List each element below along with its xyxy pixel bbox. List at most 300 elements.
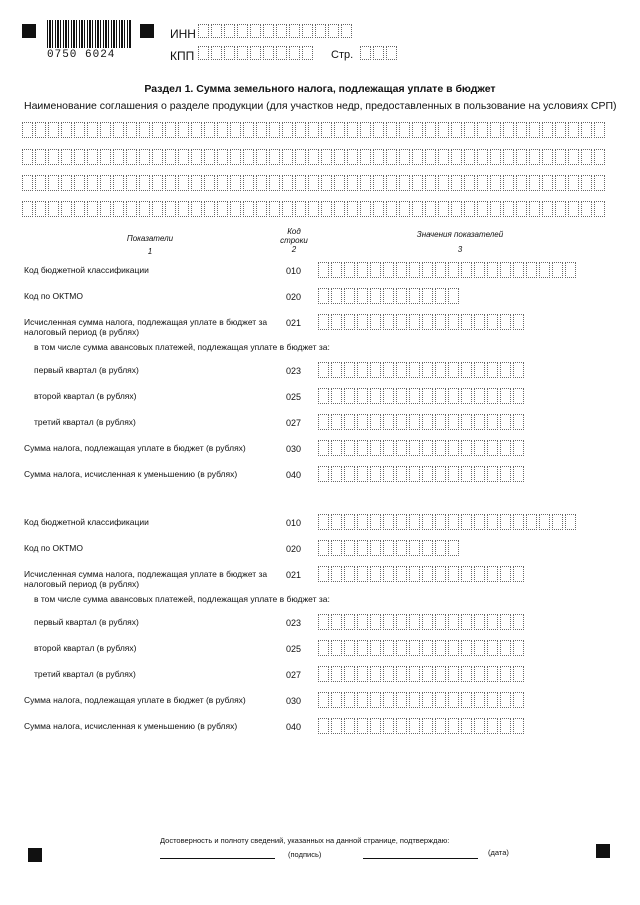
input-cell[interactable]	[318, 388, 329, 404]
input-cell[interactable]	[513, 362, 524, 378]
input-cell[interactable]	[513, 692, 524, 708]
input-cell[interactable]	[461, 466, 472, 482]
input-cell[interactable]	[422, 314, 433, 330]
input-cell[interactable]	[422, 718, 433, 734]
input-cell[interactable]	[396, 314, 407, 330]
input-cell[interactable]	[500, 414, 511, 430]
input-cell[interactable]	[344, 640, 355, 656]
input-cell[interactable]	[409, 692, 420, 708]
input-cell[interactable]	[513, 666, 524, 682]
input-cell[interactable]	[321, 201, 332, 217]
input-cell[interactable]	[435, 566, 446, 582]
input-cell[interactable]	[448, 440, 459, 456]
input-cell[interactable]	[594, 149, 605, 165]
input-cell[interactable]	[383, 540, 394, 556]
input-cell[interactable]	[269, 149, 280, 165]
input-cell[interactable]	[552, 262, 563, 278]
input-cell[interactable]	[487, 262, 498, 278]
input-cell[interactable]	[331, 288, 342, 304]
input-cell[interactable]	[139, 149, 150, 165]
input-cell[interactable]	[126, 175, 137, 191]
input-cell[interactable]	[490, 201, 501, 217]
input-cell[interactable]	[269, 122, 280, 138]
input-cell[interactable]	[370, 414, 381, 430]
input-cell[interactable]	[383, 288, 394, 304]
value-field[interactable]	[318, 262, 578, 278]
input-cell[interactable]	[237, 46, 248, 60]
input-cell[interactable]	[500, 440, 511, 456]
input-cell[interactable]	[295, 122, 306, 138]
input-cell[interactable]	[542, 122, 553, 138]
input-cell[interactable]	[435, 718, 446, 734]
input-cell[interactable]	[126, 122, 137, 138]
input-cell[interactable]	[344, 540, 355, 556]
input-cell[interactable]	[513, 440, 524, 456]
input-cell[interactable]	[165, 149, 176, 165]
input-cell[interactable]	[435, 362, 446, 378]
input-cell[interactable]	[448, 362, 459, 378]
input-cell[interactable]	[461, 514, 472, 530]
input-cell[interactable]	[373, 149, 384, 165]
input-cell[interactable]	[555, 149, 566, 165]
input-cell[interactable]	[487, 388, 498, 404]
input-cell[interactable]	[370, 718, 381, 734]
input-cell[interactable]	[422, 566, 433, 582]
input-cell[interactable]	[500, 314, 511, 330]
input-cell[interactable]	[435, 314, 446, 330]
input-cell[interactable]	[302, 46, 313, 60]
input-cell[interactable]	[487, 718, 498, 734]
input-cell[interactable]	[152, 122, 163, 138]
input-cell[interactable]	[448, 540, 459, 556]
value-field[interactable]	[318, 414, 526, 430]
input-cell[interactable]	[331, 614, 342, 630]
input-cell[interactable]	[321, 149, 332, 165]
input-cell[interactable]	[347, 149, 358, 165]
input-cell[interactable]	[383, 614, 394, 630]
input-cell[interactable]	[113, 149, 124, 165]
input-cell[interactable]	[409, 262, 420, 278]
input-cell[interactable]	[370, 466, 381, 482]
input-cell[interactable]	[370, 514, 381, 530]
value-field[interactable]	[318, 288, 461, 304]
input-cell[interactable]	[435, 640, 446, 656]
input-cell[interactable]	[448, 414, 459, 430]
input-cell[interactable]	[318, 566, 329, 582]
input-cell[interactable]	[526, 262, 537, 278]
input-cell[interactable]	[435, 614, 446, 630]
input-cell[interactable]	[396, 540, 407, 556]
input-cell[interactable]	[139, 175, 150, 191]
input-cell[interactable]	[409, 466, 420, 482]
input-cell[interactable]	[448, 692, 459, 708]
input-cell[interactable]	[422, 692, 433, 708]
input-cell[interactable]	[490, 149, 501, 165]
input-cell[interactable]	[357, 314, 368, 330]
input-cell[interactable]	[256, 201, 267, 217]
input-cell[interactable]	[474, 362, 485, 378]
input-cell[interactable]	[438, 149, 449, 165]
input-cell[interactable]	[568, 122, 579, 138]
input-cell[interactable]	[87, 175, 98, 191]
input-cell[interactable]	[318, 718, 329, 734]
input-cell[interactable]	[331, 362, 342, 378]
value-field[interactable]	[318, 466, 526, 482]
input-cell[interactable]	[448, 314, 459, 330]
input-cell[interactable]	[357, 540, 368, 556]
input-cell[interactable]	[396, 640, 407, 656]
input-cell[interactable]	[357, 666, 368, 682]
input-cell[interactable]	[383, 692, 394, 708]
input-cell[interactable]	[542, 201, 553, 217]
input-cell[interactable]	[409, 666, 420, 682]
input-cell[interactable]	[500, 362, 511, 378]
value-field[interactable]	[318, 362, 526, 378]
input-cell[interactable]	[474, 666, 485, 682]
input-cell[interactable]	[360, 122, 371, 138]
input-cell[interactable]	[357, 288, 368, 304]
input-cell[interactable]	[165, 122, 176, 138]
input-cell[interactable]	[357, 718, 368, 734]
input-cell[interactable]	[370, 362, 381, 378]
input-cell[interactable]	[594, 122, 605, 138]
input-cell[interactable]	[243, 149, 254, 165]
input-cell[interactable]	[555, 122, 566, 138]
input-cell[interactable]	[165, 201, 176, 217]
input-cell[interactable]	[500, 388, 511, 404]
input-cell[interactable]	[409, 388, 420, 404]
input-cell[interactable]	[204, 175, 215, 191]
input-cell[interactable]	[396, 718, 407, 734]
input-cell[interactable]	[477, 149, 488, 165]
input-cell[interactable]	[383, 262, 394, 278]
input-cell[interactable]	[357, 640, 368, 656]
input-cell[interactable]	[435, 262, 446, 278]
input-cell[interactable]	[487, 692, 498, 708]
input-cell[interactable]	[178, 149, 189, 165]
input-cell[interactable]	[344, 692, 355, 708]
input-cell[interactable]	[318, 514, 329, 530]
input-cell[interactable]	[331, 514, 342, 530]
input-cell[interactable]	[461, 718, 472, 734]
input-cell[interactable]	[370, 388, 381, 404]
input-cell[interactable]	[477, 201, 488, 217]
input-cell[interactable]	[448, 514, 459, 530]
input-cell[interactable]	[461, 262, 472, 278]
input-cell[interactable]	[516, 175, 527, 191]
input-cell[interactable]	[341, 24, 352, 38]
input-cell[interactable]	[373, 201, 384, 217]
input-cell[interactable]	[500, 262, 511, 278]
input-cell[interactable]	[331, 566, 342, 582]
input-cell[interactable]	[461, 314, 472, 330]
input-cell[interactable]	[165, 175, 176, 191]
input-cell[interactable]	[435, 466, 446, 482]
input-cell[interactable]	[539, 262, 550, 278]
input-cell[interactable]	[113, 122, 124, 138]
input-cell[interactable]	[474, 440, 485, 456]
input-cell[interactable]	[448, 262, 459, 278]
input-cell[interactable]	[321, 122, 332, 138]
input-cell[interactable]	[318, 314, 329, 330]
input-cell[interactable]	[308, 122, 319, 138]
input-cell[interactable]	[344, 440, 355, 456]
input-cell[interactable]	[373, 175, 384, 191]
input-cell[interactable]	[503, 122, 514, 138]
input-cell[interactable]	[500, 718, 511, 734]
input-cell[interactable]	[386, 175, 397, 191]
input-cell[interactable]	[425, 201, 436, 217]
input-cell[interactable]	[461, 640, 472, 656]
input-cell[interactable]	[487, 440, 498, 456]
input-cell[interactable]	[35, 149, 46, 165]
input-cell[interactable]	[100, 201, 111, 217]
input-cell[interactable]	[435, 288, 446, 304]
input-cell[interactable]	[204, 201, 215, 217]
input-cell[interactable]	[474, 718, 485, 734]
input-cell[interactable]	[217, 201, 228, 217]
input-cell[interactable]	[370, 640, 381, 656]
input-cell[interactable]	[461, 440, 472, 456]
agreement-name-field[interactable]	[22, 201, 607, 217]
page-number-field[interactable]	[360, 46, 399, 60]
input-cell[interactable]	[191, 122, 202, 138]
input-cell[interactable]	[61, 175, 72, 191]
input-cell[interactable]	[334, 122, 345, 138]
input-cell[interactable]	[464, 201, 475, 217]
input-cell[interactable]	[360, 149, 371, 165]
input-cell[interactable]	[409, 514, 420, 530]
input-cell[interactable]	[409, 566, 420, 582]
input-cell[interactable]	[448, 388, 459, 404]
input-cell[interactable]	[396, 466, 407, 482]
input-cell[interactable]	[344, 566, 355, 582]
input-cell[interactable]	[594, 175, 605, 191]
input-cell[interactable]	[396, 414, 407, 430]
input-cell[interactable]	[487, 566, 498, 582]
input-cell[interactable]	[230, 149, 241, 165]
input-cell[interactable]	[383, 718, 394, 734]
input-cell[interactable]	[87, 149, 98, 165]
input-cell[interactable]	[448, 666, 459, 682]
input-cell[interactable]	[438, 122, 449, 138]
input-cell[interactable]	[487, 640, 498, 656]
input-cell[interactable]	[370, 540, 381, 556]
input-cell[interactable]	[250, 24, 261, 38]
input-cell[interactable]	[198, 46, 209, 60]
input-cell[interactable]	[334, 149, 345, 165]
input-cell[interactable]	[308, 201, 319, 217]
input-cell[interactable]	[74, 122, 85, 138]
input-cell[interactable]	[487, 666, 498, 682]
input-cell[interactable]	[357, 440, 368, 456]
input-cell[interactable]	[61, 149, 72, 165]
input-cell[interactable]	[126, 201, 137, 217]
input-cell[interactable]	[516, 201, 527, 217]
input-cell[interactable]	[461, 362, 472, 378]
input-cell[interactable]	[422, 440, 433, 456]
input-cell[interactable]	[516, 149, 527, 165]
input-cell[interactable]	[487, 466, 498, 482]
inn-field[interactable]	[198, 24, 354, 38]
input-cell[interactable]	[487, 414, 498, 430]
input-cell[interactable]	[331, 440, 342, 456]
input-cell[interactable]	[295, 149, 306, 165]
input-cell[interactable]	[555, 175, 566, 191]
input-cell[interactable]	[370, 692, 381, 708]
input-cell[interactable]	[513, 614, 524, 630]
input-cell[interactable]	[289, 24, 300, 38]
input-cell[interactable]	[250, 46, 261, 60]
input-cell[interactable]	[344, 388, 355, 404]
input-cell[interactable]	[357, 514, 368, 530]
input-cell[interactable]	[422, 666, 433, 682]
input-cell[interactable]	[282, 175, 293, 191]
input-cell[interactable]	[243, 175, 254, 191]
input-cell[interactable]	[360, 46, 371, 60]
input-cell[interactable]	[500, 466, 511, 482]
input-cell[interactable]	[357, 692, 368, 708]
input-cell[interactable]	[526, 514, 537, 530]
input-cell[interactable]	[461, 566, 472, 582]
input-cell[interactable]	[87, 122, 98, 138]
agreement-name-field[interactable]	[22, 175, 607, 191]
value-field[interactable]	[318, 692, 526, 708]
input-cell[interactable]	[113, 175, 124, 191]
input-cell[interactable]	[126, 149, 137, 165]
input-cell[interactable]	[487, 314, 498, 330]
input-cell[interactable]	[461, 414, 472, 430]
input-cell[interactable]	[409, 718, 420, 734]
input-cell[interactable]	[139, 201, 150, 217]
input-cell[interactable]	[396, 614, 407, 630]
input-cell[interactable]	[302, 24, 313, 38]
input-cell[interactable]	[383, 566, 394, 582]
input-cell[interactable]	[331, 692, 342, 708]
input-cell[interactable]	[370, 614, 381, 630]
input-cell[interactable]	[318, 640, 329, 656]
input-cell[interactable]	[399, 175, 410, 191]
input-cell[interactable]	[318, 466, 329, 482]
input-cell[interactable]	[308, 175, 319, 191]
input-cell[interactable]	[422, 388, 433, 404]
input-cell[interactable]	[383, 466, 394, 482]
input-cell[interactable]	[425, 149, 436, 165]
input-cell[interactable]	[344, 718, 355, 734]
input-cell[interactable]	[282, 122, 293, 138]
input-cell[interactable]	[386, 122, 397, 138]
input-cell[interactable]	[386, 149, 397, 165]
input-cell[interactable]	[422, 514, 433, 530]
input-cell[interactable]	[318, 288, 329, 304]
input-cell[interactable]	[539, 514, 550, 530]
input-cell[interactable]	[256, 122, 267, 138]
input-cell[interactable]	[529, 175, 540, 191]
input-cell[interactable]	[383, 414, 394, 430]
input-cell[interactable]	[500, 692, 511, 708]
input-cell[interactable]	[334, 201, 345, 217]
input-cell[interactable]	[448, 466, 459, 482]
input-cell[interactable]	[263, 24, 274, 38]
input-cell[interactable]	[282, 149, 293, 165]
input-cell[interactable]	[211, 46, 222, 60]
input-cell[interactable]	[513, 466, 524, 482]
input-cell[interactable]	[464, 149, 475, 165]
input-cell[interactable]	[409, 640, 420, 656]
input-cell[interactable]	[409, 362, 420, 378]
input-cell[interactable]	[178, 175, 189, 191]
input-cell[interactable]	[328, 24, 339, 38]
input-cell[interactable]	[48, 201, 59, 217]
input-cell[interactable]	[435, 514, 446, 530]
input-cell[interactable]	[422, 288, 433, 304]
input-cell[interactable]	[399, 201, 410, 217]
input-cell[interactable]	[474, 466, 485, 482]
input-cell[interactable]	[451, 201, 462, 217]
input-cell[interactable]	[276, 24, 287, 38]
input-cell[interactable]	[474, 614, 485, 630]
input-cell[interactable]	[396, 566, 407, 582]
input-cell[interactable]	[412, 201, 423, 217]
input-cell[interactable]	[448, 288, 459, 304]
input-cell[interactable]	[370, 262, 381, 278]
input-cell[interactable]	[500, 666, 511, 682]
input-cell[interactable]	[422, 540, 433, 556]
input-cell[interactable]	[331, 666, 342, 682]
input-cell[interactable]	[87, 201, 98, 217]
input-cell[interactable]	[22, 122, 33, 138]
input-cell[interactable]	[474, 314, 485, 330]
input-cell[interactable]	[113, 201, 124, 217]
input-cell[interactable]	[435, 692, 446, 708]
input-cell[interactable]	[513, 414, 524, 430]
input-cell[interactable]	[513, 388, 524, 404]
input-cell[interactable]	[61, 122, 72, 138]
input-cell[interactable]	[318, 262, 329, 278]
input-cell[interactable]	[204, 122, 215, 138]
input-cell[interactable]	[422, 640, 433, 656]
input-cell[interactable]	[35, 175, 46, 191]
input-cell[interactable]	[461, 614, 472, 630]
input-cell[interactable]	[438, 201, 449, 217]
input-cell[interactable]	[500, 566, 511, 582]
input-cell[interactable]	[318, 362, 329, 378]
value-field[interactable]	[318, 640, 526, 656]
input-cell[interactable]	[386, 201, 397, 217]
input-cell[interactable]	[435, 414, 446, 430]
input-cell[interactable]	[344, 288, 355, 304]
input-cell[interactable]	[581, 201, 592, 217]
input-cell[interactable]	[542, 175, 553, 191]
input-cell[interactable]	[383, 514, 394, 530]
agreement-name-field[interactable]	[22, 149, 607, 165]
input-cell[interactable]	[331, 314, 342, 330]
input-cell[interactable]	[464, 175, 475, 191]
value-field[interactable]	[318, 718, 526, 734]
input-cell[interactable]	[565, 262, 576, 278]
input-cell[interactable]	[409, 288, 420, 304]
input-cell[interactable]	[360, 175, 371, 191]
input-cell[interactable]	[230, 122, 241, 138]
input-cell[interactable]	[513, 640, 524, 656]
input-cell[interactable]	[152, 201, 163, 217]
input-cell[interactable]	[396, 692, 407, 708]
input-cell[interactable]	[243, 201, 254, 217]
input-cell[interactable]	[500, 640, 511, 656]
input-cell[interactable]	[448, 718, 459, 734]
input-cell[interactable]	[412, 175, 423, 191]
input-cell[interactable]	[487, 362, 498, 378]
